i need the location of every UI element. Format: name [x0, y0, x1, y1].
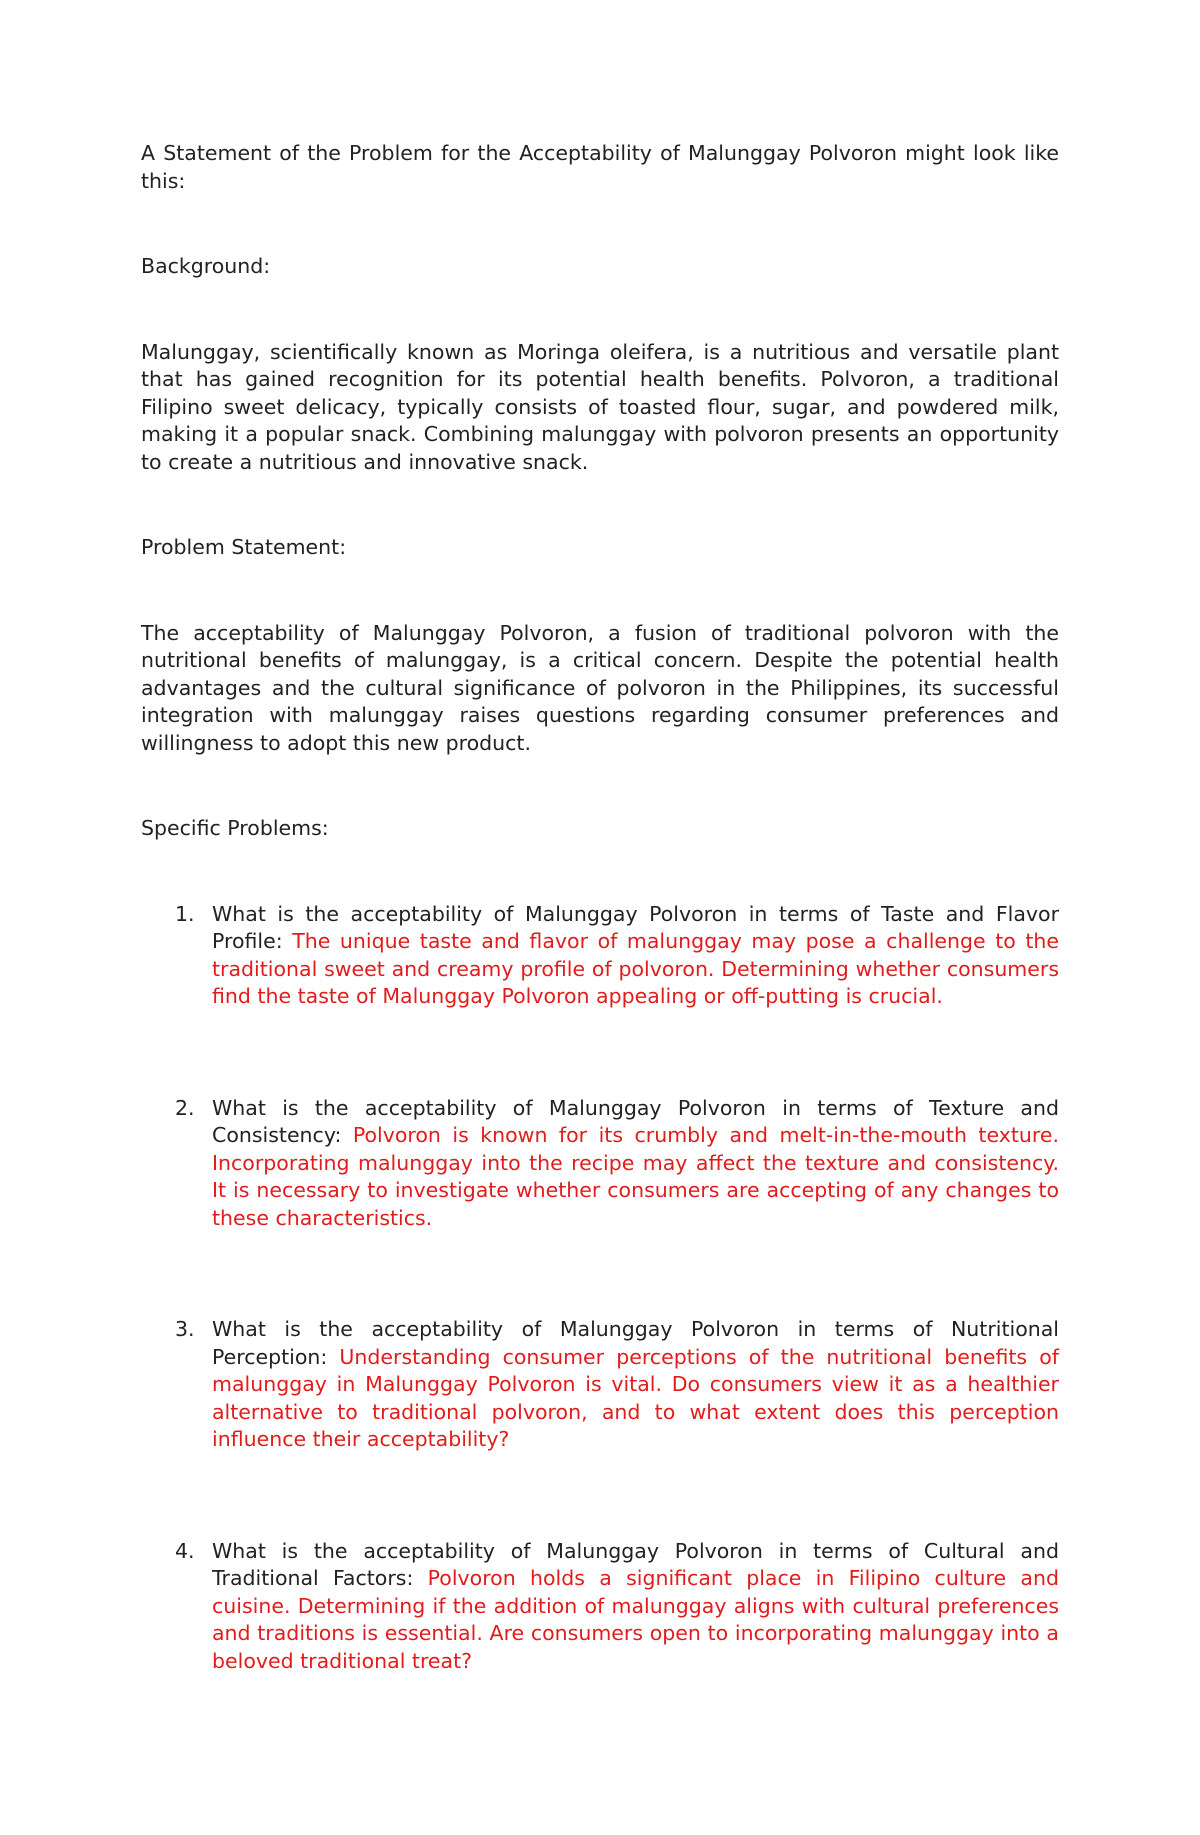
specific-problems-heading: Specific Problems:	[141, 816, 329, 840]
list-item-number: 2.	[175, 1095, 195, 1120]
list-item-question: What is the acceptability of Malunggay Polvoron in terms of Cultural and Traditional Factors:	[212, 1538, 1059, 1590]
list-item-question: What is the acceptability of Malunggay Polvoron in terms of Taste and Flavor Profile:	[212, 901, 1059, 953]
list-item-question: What is the acceptability of Malunggay Polvoron in terms of Texture and Consistency:	[212, 1095, 1059, 1147]
list-item	[141, 1095, 1059, 1233]
list-item-number: 1.	[175, 901, 195, 926]
list-item-note: The unique taste and flavor of malunggay may pose a challenge to the traditional sweet and creamy profile of polvoron. Determining whether consumers find the taste of Malunggay Polvoron appealing or off-putting is crucial.	[212, 929, 1059, 1008]
problem-statement-heading: Problem Statement:	[141, 535, 347, 559]
list-item-note: Polvoron holds a significant place in Filipino culture and cuisine. Determining if the addition of malunggay aligns with cultural preferences and traditions is essential. Are consumers open to incorporating malunggay into a beloved traditional treat?	[212, 1566, 1059, 1673]
list-item	[141, 1316, 1059, 1454]
list-item-number: 4.	[175, 1538, 195, 1563]
specific-problems-list	[141, 901, 1059, 1676]
list-item-question: What is the acceptability of Malunggay Polvoron in terms of Nutritional Perception:	[212, 1317, 1059, 1369]
list-item	[141, 901, 1059, 1011]
list-item-note: Polvoron is known for its crumbly and melt-in-the-mouth texture. Incorporating malunggay into the recipe may affect the texture and consistency. It is necessary to investigate whether consumers are accepting of any changes to these characteristics.	[212, 1123, 1059, 1230]
background-heading: Background:	[141, 254, 271, 278]
intro-paragraph: A Statement of the Problem for the Acceptability of Malunggay Polvoron might look like this:	[141, 141, 1059, 193]
list-item-number: 3.	[175, 1317, 195, 1341]
problem-statement-paragraph: The acceptability of Malunggay Polvoron, a fusion of traditional polvoron with the nutritional benefits of malunggay, is a critical concern. Despite the potential health advantages and the cultural significance of polvoron in the Philippines, its successful integration with malunggay raises questions regarding consumer preferences and willingness to adopt this new product.	[141, 620, 1059, 755]
document-body	[141, 140, 1059, 1675]
background-paragraph: Malunggay, scientifically known as Moringa oleifera, is a nutritious and versatile plant that has gained recognition for its potential health benefits. Polvoron, a traditional Filipino sweet delicacy, typically consists of toasted flour, sugar, and powdered milk, making it a popular snack. Combining malunggay with polvoron presents an opportunity to create a nutritious and innovative snack.	[141, 339, 1059, 474]
list-item	[141, 1538, 1059, 1676]
list-item-note: Understanding consumer perceptions of the nutritional benefits of malunggay in Malunggay Polvoron is vital. Do consumers view it as a healthier alternative to traditional polvoron, and to what extent does this perception influence their acceptability?	[212, 1344, 1059, 1451]
